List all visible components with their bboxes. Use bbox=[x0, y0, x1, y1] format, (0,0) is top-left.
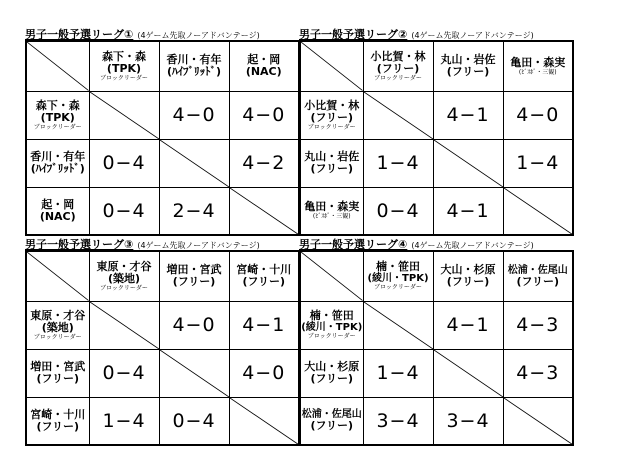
score-cell: 1−4 bbox=[503, 139, 573, 187]
team-name: 香川・有年 bbox=[166, 53, 222, 67]
team-club: (フリー) bbox=[446, 65, 490, 79]
team-name: 松浦・佐尾山 bbox=[507, 264, 568, 276]
self-match-cell bbox=[503, 397, 573, 445]
self-match-cell bbox=[159, 139, 229, 187]
league-rule-note: (4ゲーム先取ノーアドバンテージ) bbox=[137, 241, 260, 250]
team-name: 宮崎・十川 bbox=[236, 263, 292, 277]
row-header-team bbox=[300, 349, 363, 397]
team-club: (フリー) bbox=[446, 275, 490, 289]
self-match-cell bbox=[363, 301, 433, 349]
block-leader-label: ブロックリーダー bbox=[100, 74, 148, 82]
team-name: 大山・杉原 bbox=[440, 263, 496, 277]
league-4 bbox=[299, 236, 573, 445]
score-cell: 3−4 bbox=[433, 397, 503, 445]
column-header-team bbox=[503, 41, 573, 91]
score-cell: 0−4 bbox=[159, 397, 229, 445]
team-name: 起・岡 bbox=[247, 53, 281, 67]
score-cell: 1−4 bbox=[363, 349, 433, 397]
team-club: (ﾋﾞｽﾎﾟ・三観) bbox=[518, 68, 557, 76]
block-leader-label: ブロックリーダー bbox=[100, 284, 148, 292]
team-name: 東原・才谷 bbox=[96, 259, 152, 273]
row-header-team bbox=[300, 301, 363, 349]
score-cell: 3−4 bbox=[363, 397, 433, 445]
self-match-cell bbox=[433, 349, 503, 397]
corner-cell bbox=[26, 41, 89, 91]
block-leader-label: ブロックリーダー bbox=[33, 123, 82, 131]
score-cell: 4−2 bbox=[229, 139, 299, 187]
league-rule-note: (4ゲーム先取ノーアドバンテージ) bbox=[137, 31, 260, 40]
corner-cell bbox=[26, 251, 89, 301]
league-table bbox=[299, 40, 574, 236]
block-leader-label: ブロックリーダー bbox=[33, 333, 82, 341]
row-header-team bbox=[300, 139, 363, 187]
column-header-team bbox=[89, 251, 159, 301]
team-club: (ﾋﾞｽﾎﾟ・三観) bbox=[312, 213, 351, 221]
team-name: 丸山・岩佐 bbox=[304, 150, 360, 163]
team-name: 起・岡 bbox=[41, 197, 75, 211]
team-name: 東原・才谷 bbox=[30, 308, 86, 322]
self-match-cell bbox=[503, 187, 573, 235]
team-name: 増田・宮武 bbox=[30, 360, 86, 373]
block-leader-label: ブロックリーダー bbox=[307, 333, 356, 340]
team-name: 宮崎・十川 bbox=[30, 407, 86, 421]
block-leader-label: ブロックリーダー bbox=[374, 284, 422, 292]
league-table bbox=[25, 40, 300, 236]
team-name: 亀田・森実 bbox=[510, 55, 566, 69]
column-header-team bbox=[89, 41, 159, 91]
league-3 bbox=[25, 236, 299, 445]
team-name: 楠・笹田 bbox=[309, 309, 354, 322]
self-match-cell bbox=[363, 91, 433, 139]
score-cell: 4−0 bbox=[229, 349, 299, 397]
team-club: (NAC) bbox=[245, 65, 282, 79]
score-cell: 4−0 bbox=[503, 91, 573, 139]
score-cell: 4−0 bbox=[229, 91, 299, 139]
team-name: 小比賀・林 bbox=[304, 98, 360, 112]
score-cell: 4−1 bbox=[433, 301, 503, 349]
column-header-team bbox=[363, 41, 433, 91]
column-header-team bbox=[159, 41, 229, 91]
team-club: (TPK) bbox=[40, 110, 75, 124]
league-title: 男子一般予選リーグ④ bbox=[299, 238, 408, 251]
team-club: (築地) bbox=[41, 320, 74, 334]
team-club: (フリー) bbox=[310, 419, 354, 433]
team-name: 亀田・森実 bbox=[304, 200, 360, 214]
score-cell: 4−1 bbox=[229, 301, 299, 349]
team-name: 森下・森 bbox=[35, 98, 80, 112]
score-cell: 2−4 bbox=[159, 187, 229, 235]
score-cell: 4−3 bbox=[503, 301, 573, 349]
row-header-team bbox=[300, 397, 363, 445]
team-club: (綾川・TPK) bbox=[301, 322, 363, 333]
team-club: (フリー) bbox=[516, 274, 560, 288]
team-club: (フリー) bbox=[36, 419, 80, 433]
column-header-team bbox=[503, 251, 573, 301]
league-title-row bbox=[25, 26, 260, 39]
team-name: 大山・杉原 bbox=[304, 360, 360, 373]
column-header-team bbox=[363, 251, 433, 301]
team-name: 松浦・佐尾山 bbox=[301, 409, 362, 421]
league-title: 男子一般予選リーグ③ bbox=[25, 238, 134, 251]
row-header-team bbox=[26, 139, 89, 187]
league-2 bbox=[299, 26, 573, 235]
team-club: (築地) bbox=[107, 271, 141, 285]
league-title-row bbox=[299, 26, 534, 39]
team-name: 小比賀・林 bbox=[370, 49, 426, 63]
team-club: (フリー) bbox=[310, 162, 354, 175]
league-rule-note: (4ゲーム先取ノーアドバンテージ) bbox=[411, 31, 534, 40]
score-cell: 4−0 bbox=[159, 91, 229, 139]
row-header-team bbox=[26, 397, 89, 445]
column-header-team bbox=[229, 41, 299, 91]
team-club: (ﾊｲﾌﾞﾘｯﾄﾞ) bbox=[166, 65, 222, 79]
row-header-team bbox=[26, 301, 89, 349]
team-club: (フリー) bbox=[172, 275, 216, 289]
row-header-team bbox=[26, 91, 89, 139]
score-cell: 0−4 bbox=[89, 139, 159, 187]
block-leader-label: ブロックリーダー bbox=[374, 74, 422, 82]
column-header-team bbox=[229, 251, 299, 301]
corner-cell bbox=[300, 41, 363, 91]
self-match-cell bbox=[89, 301, 159, 349]
league-rule-note: (4ゲーム先取ノーアドバンテージ) bbox=[411, 241, 534, 250]
team-name: 丸山・岩佐 bbox=[440, 53, 496, 67]
score-cell: 0−4 bbox=[363, 187, 433, 235]
team-club: (TPK) bbox=[106, 61, 142, 75]
self-match-cell bbox=[433, 139, 503, 187]
league-title: 男子一般予選リーグ① bbox=[25, 28, 134, 41]
team-name: 香川・有年 bbox=[30, 150, 86, 163]
row-header-team bbox=[26, 187, 89, 235]
score-cell: 4−1 bbox=[433, 91, 503, 139]
team-name: 森下・森 bbox=[102, 49, 146, 63]
block-leader-label: ブロックリーダー bbox=[307, 123, 356, 131]
self-match-cell bbox=[229, 397, 299, 445]
score-cell: 0−4 bbox=[89, 349, 159, 397]
team-club: (NAC) bbox=[39, 209, 76, 223]
team-club: (フリー) bbox=[310, 110, 354, 124]
team-club: (ﾊｲﾌﾞﾘｯﾄﾞ) bbox=[30, 162, 85, 175]
row-header-team bbox=[300, 187, 363, 235]
column-header-team bbox=[159, 251, 229, 301]
corner-cell bbox=[300, 251, 363, 301]
team-club: (フリー) bbox=[376, 61, 420, 75]
team-name: 増田・宮武 bbox=[166, 263, 222, 277]
league-table bbox=[25, 250, 300, 446]
team-club: (フリー) bbox=[36, 372, 80, 385]
self-match-cell bbox=[89, 91, 159, 139]
column-header-team bbox=[433, 41, 503, 91]
score-cell: 0−4 bbox=[89, 187, 159, 235]
score-cell: 4−3 bbox=[503, 349, 573, 397]
row-header-team bbox=[300, 91, 363, 139]
self-match-cell bbox=[229, 187, 299, 235]
league-1 bbox=[25, 26, 299, 235]
score-cell: 4−0 bbox=[159, 301, 229, 349]
league-title-row bbox=[25, 236, 260, 249]
row-header-team bbox=[26, 349, 89, 397]
column-header-team bbox=[433, 251, 503, 301]
team-club: (綾川・TPK) bbox=[367, 273, 429, 285]
league-title-row bbox=[299, 236, 534, 249]
self-match-cell bbox=[159, 349, 229, 397]
score-cell: 4−1 bbox=[433, 187, 503, 235]
team-club: (フリー) bbox=[310, 372, 354, 385]
score-cell: 1−4 bbox=[363, 139, 433, 187]
team-club: (フリー) bbox=[242, 275, 286, 289]
team-name: 楠・笹田 bbox=[376, 260, 420, 274]
league-table bbox=[299, 250, 574, 446]
score-cell: 1−4 bbox=[89, 397, 159, 445]
league-title: 男子一般予選リーグ② bbox=[299, 28, 408, 41]
